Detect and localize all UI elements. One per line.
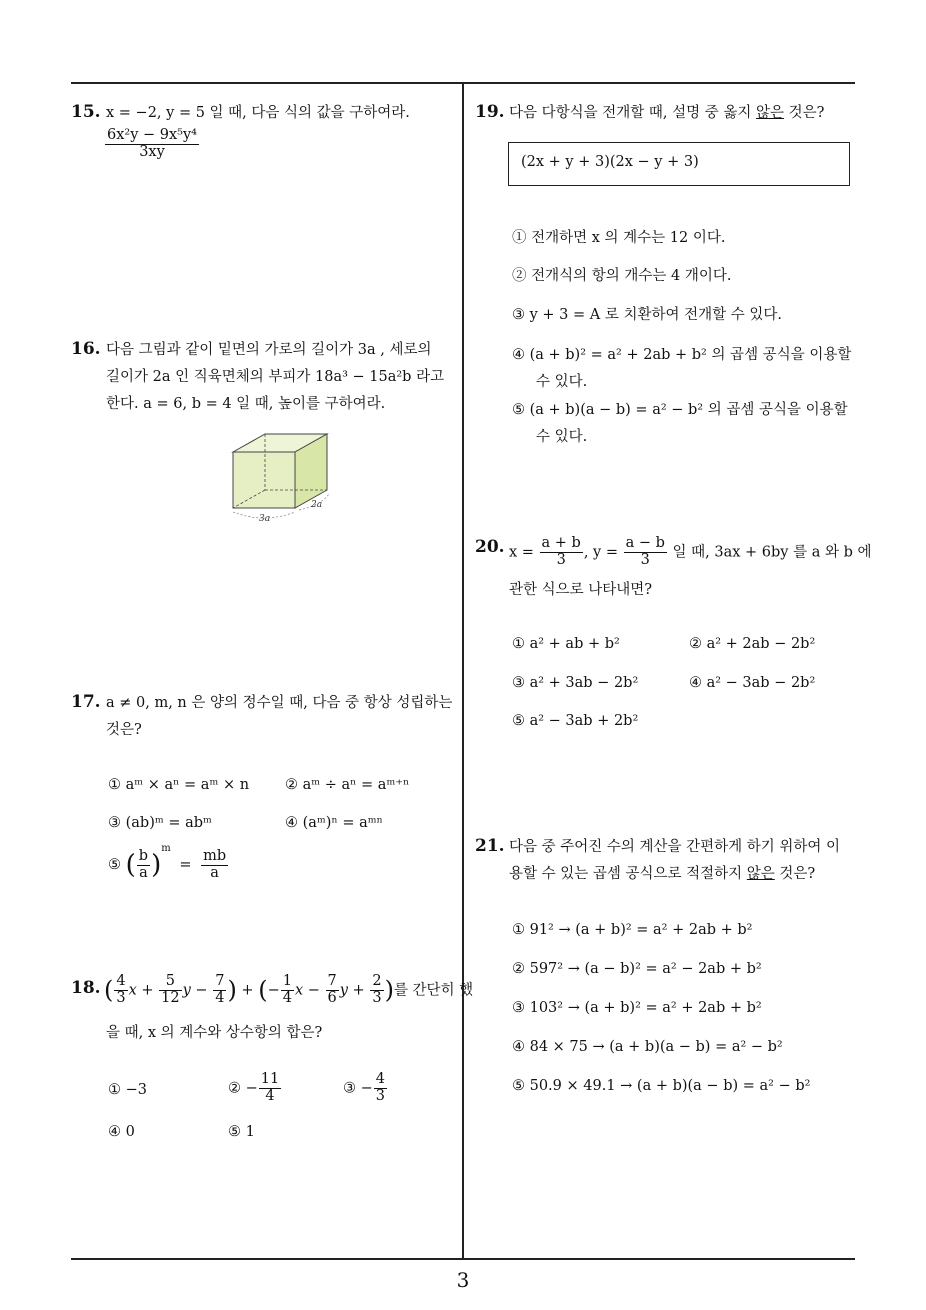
option-4[interactable]: ④ a² − 3ab − 2b² [689,675,816,691]
option-5[interactable]: ⑤ 1 [228,1124,255,1140]
option-4[interactable]: ④ (aᵐ)ⁿ = aᵐⁿ [285,815,383,831]
question-line-2 [509,861,815,888]
expression-text: (2x + y + 3)(2x − y + 3) [521,154,699,170]
option-line: 수 있다. [536,429,588,445]
option-5[interactable]: ⑤ a² − 3ab + 2b² [512,713,639,729]
fraction-denominator: a [139,864,148,881]
underlined-text: 않은 [746,866,775,882]
option-2[interactable]: ② 597² → (a − b)² = a² − 2ab + b² [512,961,762,977]
question-number: 15. [71,102,101,122]
fraction-numerator: 4 [116,973,126,989]
page-number: 3 [456,1268,470,1292]
y-equals: , y = [583,544,619,561]
fraction-denominator: 3 [640,551,650,568]
fraction-denominator: 4 [282,989,292,1006]
depth-label: 2a [311,500,323,510]
question-number: 17. [71,692,101,712]
option-1[interactable]: ① −3 [108,1082,147,1098]
fraction-denominator: 4 [215,989,225,1006]
option-1[interactable]: ① 전개하면 x 의 계수는 12 이다. [512,230,726,246]
expression [104,128,200,161]
text-part: 다음 다항식을 전개할 때, 설명 중 옳지 [509,105,756,121]
option-1[interactable]: ① a² + ab + b² [512,636,620,652]
underlined-text: 않은 [755,105,784,121]
question-number: 16. [71,339,101,359]
fraction-numerator: 11 [260,1071,280,1087]
fraction-denominator: 3 [556,551,566,568]
option-3[interactable]: ③ y + 3 = A 로 치환하여 전개할 수 있다. [512,307,782,323]
width-label: 3a [259,514,271,524]
fraction-denominator: 3xy [139,143,165,160]
equals-sign: = [179,857,192,873]
option-5[interactable]: ⑤ ( $\frac{b}{a}$ )$^m$ = $\frac{mb}{a}$ [108,843,227,881]
question-number: 18. [71,978,101,998]
fraction-denominator: 4 [265,1087,275,1104]
question-line-2: 을 때, x 의 계수와 상수항의 합은? [106,1025,323,1041]
cuboid-figure [225,428,335,524]
question-text-tail: 를 간단히 했 [393,982,474,999]
question-text-tail: 일 때, 3ax + 6by 를 a 와 b 에 [672,544,872,561]
fraction-denominator: 12 [161,989,180,1006]
option-3[interactable]: ③ (ab)ᵐ = abᵐ [108,815,212,831]
expression: ( $\frac{4}{3}$ x + $\frac{5}{12}$ y − $\frac{7}{4}$ ) + (− $\frac{1}{4}$ x − $\frac{7}{6}$ y + $\frac{2}{3}$ )를 간단히 했 [104,973,474,1006]
option-5[interactable] [512,397,848,451]
fraction-denominator: 3 [375,1087,385,1104]
fraction-numerator: 1 [282,973,292,989]
fraction-numerator: 5 [159,974,181,991]
question-number: 20. [475,537,505,557]
option-mark: ⑤ [108,857,121,873]
question-line-3: 한다. a = 6, b = 4 일 때, 높이를 구하여라. [106,396,386,412]
column-divider [462,84,464,1260]
question-line-2: 관한 식으로 나타내면? [509,582,653,598]
fraction-denominator: 3 [372,989,382,1006]
option-3[interactable]: ③ 103² → (a + b)² = a² + 2ab + b² [512,1000,762,1016]
question-text: x = −2, y = 5 일 때, 다음 식의 값을 구하여라. [106,105,410,121]
option-line: ⑤ (a + b)(a − b) = a² − b² 의 곱셈 공식을 이용할 [512,402,848,418]
option-2[interactable]: ② aᵐ ÷ aⁿ = aᵐ⁺ⁿ [285,777,410,793]
question-line-1: a ≠ 0, m, n 은 양의 정수일 때, 다음 중 항상 성립하는 [106,695,453,711]
option-mark: ③ − [343,1080,373,1097]
exponent: m [161,843,171,854]
fraction-numerator: 6x²y − 9x⁵y⁴ [107,127,197,143]
option-2[interactable]: ② 전개식의 항의 개수는 4 개이다. [512,268,732,284]
fraction-numerator: a − b [625,535,665,551]
fraction-denominator: 6 [327,989,337,1006]
option-3[interactable] [343,1072,388,1105]
fraction-numerator: mb [203,847,227,864]
question-text [509,100,824,127]
option-4[interactable] [512,342,851,396]
question-line-2: 길이가 2a 인 직육면체의 부피가 18a³ − 15a²b 라고 [106,369,445,385]
option-2[interactable] [228,1072,282,1105]
option-line: 수 있다. [536,374,588,390]
fraction-numerator: 7 [215,973,225,989]
fraction-numerator: a + b [541,535,581,551]
question-number: 21. [475,836,505,856]
option-1[interactable]: ① aᵐ × aⁿ = aᵐ × n [108,777,250,793]
option-1[interactable]: ① 91² → (a + b)² = a² + 2ab + b² [512,922,753,938]
option-5[interactable]: ⑤ 50.9 × 49.1 → (a + b)(a − b) = a² − b² [512,1078,811,1094]
x-equals: x = [509,544,534,561]
option-line: ④ (a + b)² = a² + 2ab + b² 의 곱셈 공식을 이용할 [512,347,852,363]
question-number: 19. [475,102,505,122]
question-line-1: 다음 중 주어진 수의 계산을 간편하게 하기 위하여 이 [509,839,841,855]
fraction-numerator: 4 [375,1071,385,1087]
option-4[interactable]: ④ 0 [108,1124,135,1140]
fraction-numerator: 2 [372,973,382,989]
text-part: 것은? [784,105,825,121]
text-part: 용할 수 있는 곱셈 공식으로 적절하지 [509,866,747,882]
fraction-numerator: b [138,847,149,864]
question-line-1 [509,536,871,569]
fraction-denominator: a [210,864,219,881]
option-mark: ② − [228,1080,258,1097]
expression-box [508,142,850,186]
fraction-denominator: 3 [116,989,126,1006]
option-3[interactable]: ③ a² + 3ab − 2b² [512,675,639,691]
option-2[interactable]: ② a² + 2ab − 2b² [689,636,816,652]
text-part: 것은? [774,866,816,882]
question-line-2: 것은? [106,722,142,738]
fraction-numerator: 7 [327,973,337,989]
question-line-1: 다음 그림과 같이 밑면의 가로의 길이가 3a , 세로의 [106,342,432,358]
option-4[interactable]: ④ 84 × 75 → (a + b)(a − b) = a² − b² [512,1039,783,1055]
